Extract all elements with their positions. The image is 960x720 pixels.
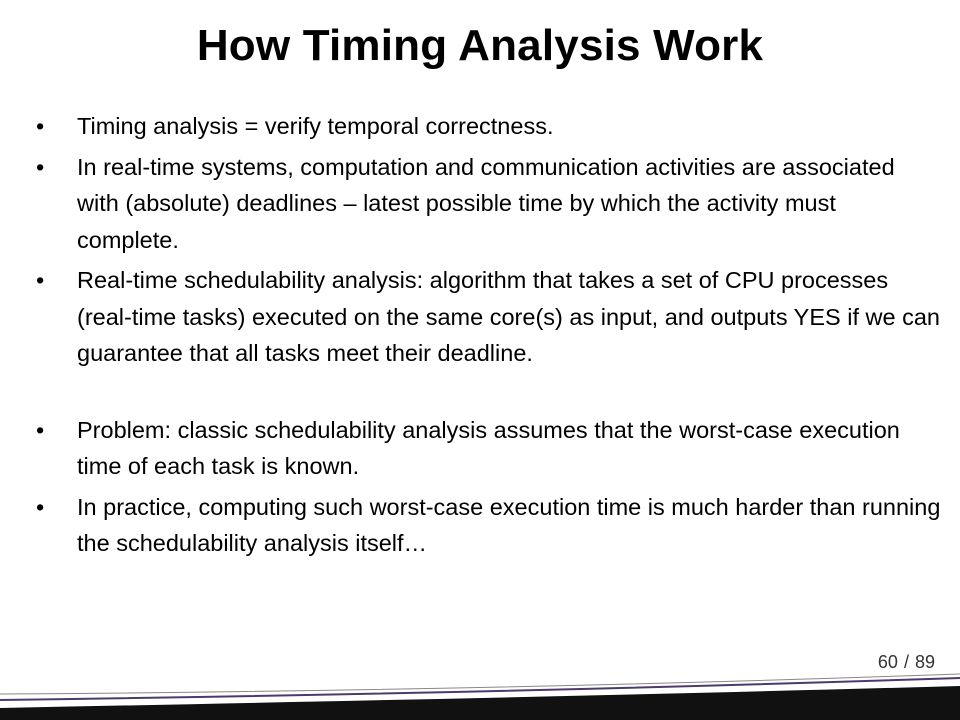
bullet-dot-icon: • [36,153,45,180]
bullet-text: In real-time systems, computation and communication activities are associated with (absolute) deadlines – latest possible time by which the activity must complete. [77,153,895,253]
bullet-item [36,489,942,562]
bullet-text: In practice, computing such worst-case execution time is much harder than running the schedulability analysis itself… [77,493,941,556]
page-current: 60 [877,652,898,672]
bullet-item [36,149,942,259]
page-separator: / [903,652,909,672]
bullet-item [36,412,942,485]
bullet-dot-icon: • [36,113,45,139]
bullet-dot-icon: • [36,267,45,293]
bullet-text: Timing analysis = verify temporal correctness. [77,113,554,139]
bullet-text: Problem: classic schedulability analysis assumes that the worst-case execution time of each task is known. [77,416,900,479]
bullet-item [36,108,942,145]
bullet-dot-icon: • [36,493,45,520]
bullet-text: Real-time schedulability analysis: algorithm that takes a set of CPU processes (real-time tasks) executed on the same core(s) as input, and outputs YES if we can guarantee that all tasks meet their deadline. [77,267,940,366]
page-total: 89 [914,652,935,672]
slide-title: How Timing Analysis Work [196,21,764,70]
bullet-dot-icon: • [36,416,45,443]
bullet-list [36,108,942,566]
footer-swoosh-decoration [0,656,960,720]
bullet-item [36,262,942,372]
